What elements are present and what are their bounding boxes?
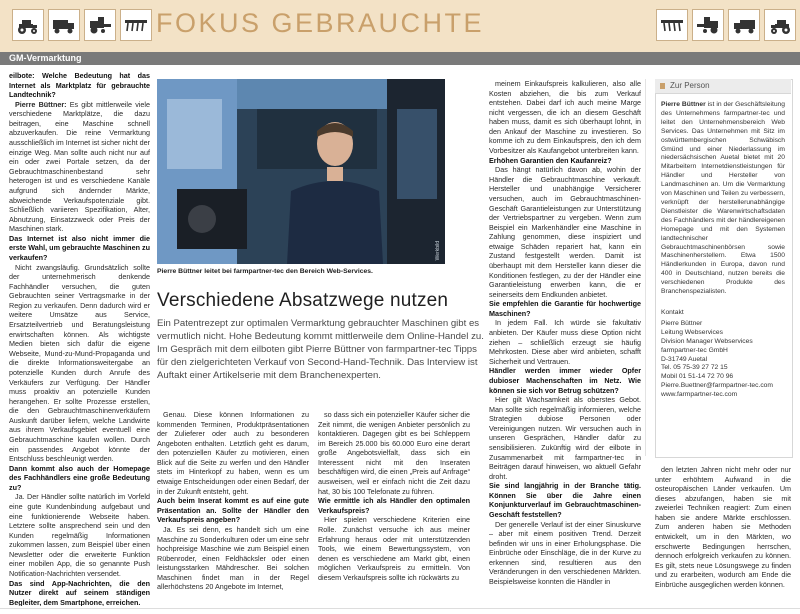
portrait-photo xyxy=(157,79,445,264)
photo-caption: Pierre Büttner leitet bei farmpartner-tec den Bereich Web-Services. xyxy=(157,268,373,275)
paragraph: Genau. Diese können Informationen zu kommenden Terminen, Produktpräsentationen der Zulieferer oder auch zu besonderen Angeboten enthalten. Letztlich geht es darum, den potenziellen Käufer zu motivieren, einen Blick auf die Seite zu werfen und den Händler stets im Hinterkopf zu haben, wenn es um etwaige Entscheidungen oder einen Bedarf, der in der Zukunft entsteht, geht. xyxy=(157,410,309,496)
combine-harvester-icon xyxy=(84,9,116,41)
contact-line: farmpartner-tec GmbH xyxy=(661,346,728,354)
section-label: GM-Vermarktung xyxy=(9,53,82,63)
paragraph: Hier gilt Wachsamkeit als oberstes Gebot. Man sollte sich regelmäßig informieren, welche Strategien dubiose Personen oder Vereinigungen nutzen. Wir versuchen auch in unseren Gesprächen, Händler dafür zu sensibilisieren. Zukünftig wird der eilbote in Zusammenarbeit mit farmpartner-tec in Beiträgen darauf hinweisen, wo aktuell Gefahr droht. xyxy=(489,395,641,481)
contact-block xyxy=(661,309,785,400)
column-divider xyxy=(645,79,646,456)
interview-question: Das Internet ist also nicht immer die erste Wahl, um gebrauchte Maschinen zu verkaufen? xyxy=(9,233,150,262)
sidebar-marker xyxy=(660,83,665,89)
contact-line: Pierre.Buettner@farmpartner-tec.com xyxy=(661,382,773,390)
paragraph: Ja. Es sei denn, es handelt sich um eine Maschine zu Sonderkulturen oder um eine sehr hochpreisige Maschine wie zum Beispiel einen Rübenroder, einen Feldhäcksler oder einen leistungsstarken Mähdrescher. Bei solchen Maschinen findet man in der Regel allerhöchstens 20 Angebote im Internet, xyxy=(157,524,309,592)
paragraph: meinem Einkaufspreis kalkulieren, also alle Kosten abziehen, die bis zum Verkauf entstehen. Dabei darf ich auch meine Marge nicht vergessen, die ich an diesem Geschäft haben muss, damit es sich überhaupt lohnt, in den Ankauf der Maschine zu investieren. So komme ich zu dem Einkaufspreis, den ich dem Vorbesitzer als Kaufangebot unterbreiten kann. xyxy=(489,79,641,156)
interview-question: Auch beim Inserat kommt es auf eine gute Präsentation an. Sollte der Händler den Verkaufspreis angeben? xyxy=(157,496,309,525)
article-column-1 xyxy=(9,71,150,606)
sidebar-bio xyxy=(661,101,785,297)
contact-line: Pierre Büttner xyxy=(661,319,703,327)
contact-line: Leitung Webservices xyxy=(661,328,723,336)
contact-line: www.farmpartner-tec.com xyxy=(661,391,738,399)
interview-question: Händler werden immer wieder Opfer dubioser Machenschaften im Netz. Wie können sie sich vor Betrug schützen? xyxy=(489,366,641,395)
paragraph: so dass sich ein potenzieller Käufer sicher die Zeit nimmt, die wenigen Anbieter persönlich zu kontaktieren. Dagegen gibt es bei Schleppern im Bereich 25.000 bis 60.000 Euro eine derart große Angebotsvielfalt, dass sich ein Interessent nicht mit den Inseraten beschäftigen wird, die einen „Preis auf Anfrage“ ausweisen, weil er einfach nicht die Zeit dazu hat, 30 bis 100 Telefonate zu führen. xyxy=(318,410,470,496)
interview-question: Das sind App-Nachrichten, die den Nutzer direkt auf seinem ständigen Begleiter, dem Smartphone, erreichen. xyxy=(9,578,150,606)
interview-answer xyxy=(9,100,150,234)
truck-icon xyxy=(48,9,80,41)
article-column-4 xyxy=(489,79,641,609)
speaker-name: Pierre Büttner: xyxy=(15,99,67,109)
paragraph: In jedem Fall. Ich würde sie fakultativ anbieten. Der Käufer muss diese Option nicht ziehen – schließlich erzeugt sie häufig Mehrkosten. Diese aber wird anbieten, schafft Sicherheit und Vertrauen. xyxy=(489,318,641,366)
article-column-5 xyxy=(655,465,791,610)
cultivator-icon xyxy=(120,9,152,41)
contact-line: Mobil 01 51-14 72 70 96 xyxy=(661,373,734,381)
paragraph: Der generelle Verlauf ist der einer Sinuskurve – aber mit einem positiven Trend. Derzeit befinden wir uns in einer Erholungsphase. Die Einbrüche oder Einschläge, die in der Kurve zu erkennen sind, resultieren aus den Veränderungen in den verschiedenen Märkten. Beispielsweise konnten die Händler in xyxy=(489,519,641,587)
contact-line: D-31749 Auetal xyxy=(661,355,708,363)
paragraph: Das hängt natürlich davon ab, wohin der Händler die Gebrauchtmaschine verkauft. Hersteller und unabhängige Versicherer versuchen, auch im Gebrauchtmaschinen-Geschäft Garantieleistungen zur Unterstützung der Vertriebspartner zu vergeben. Wenn zum Beispiel ein Markenhändler eine Maschine in Zahlung genommen, diese inspiziert und etwaige Schäden repariert hat, kann ein Zustand festgestellt werden. Damit ist überhaupt mit dem Hersteller kann dieser die Konditionen festlegen, zu der der Händler eine Garantieleistung erwerben kann, die er seinerseits dem Endkunden anbietet. xyxy=(489,165,641,299)
combine-harvester-icon xyxy=(692,9,724,41)
paragraph: Nicht zwangsläufig. Grundsätzlich sollte der unternehmerisch denkende Fachhändler versuchen, die guten Gebrauchten seiner Vertragsmarke in der Region zu verkaufen. Denn dadurch wird er weitere Umsätze aus Service, Ersatzteilvertrieb und Beratungsleistung erwirtschaften können. Als wichtigste Medien bieten sich dafür die eigene Webseite, Mund-zu-Mund-Propaganda und die direkte Informationsweitergabe an potenzielle Kunden durch Anrufe des Verkäufers zur Verfügung. Der Händler muss proaktiv an potenzielle Kunden herangehen. Er sollte Prozesse erstellen, die den Gebrauchtmaschinenverkäufern Auskunft darüber liefern, welche Landwirte aus ihrem Verkaufsgebiet eventuell eine Gebrauchtmaschine kaufen wollen. Durch ein passendes Angebot könnte der Entschluss beschleunigt werden. xyxy=(9,262,150,464)
article-headline: Verschiedene Absatzwege nutzen xyxy=(157,290,449,311)
section-bar xyxy=(0,52,800,65)
interview-question: Sie sind langjährig in der Branche tätig. Können Sie über die Jahre einen Konjunkturverlauf im Gebrauchtmaschinen-Geschäft feststellen? xyxy=(489,481,641,520)
article-lead: Ein Patentrezept zur optimalen Vermarktung gebrauchter Maschinen gibt es vermutlich nicht. Hohe Bedeutung kommt mittlerweile dem Online-Handel zu. Im Gespräch mit dem eilboten gibt Pierre Büttner von farmpartner-tec Tipps für den zielgerichteten Verkauf von Second-Hand-Technik. Das Interview ist Auftakt einer Artikelserie mit dem Branchenexperten. xyxy=(157,318,484,381)
tractor-icon xyxy=(12,9,44,41)
contact-line: Tel. 05 75-39 27 72 15 xyxy=(661,364,728,372)
answer-text: Es gibt mittlerweile viele verschiedene Marktplätze, die dazu beitragen, eine Maschine schnell abzuverkaufen. Die reine Vermarktung ausschließlich im Internet ist sicher nicht der einzige Weg. Man sollte auch nicht nur auf ein oder zwei Portale setzen, da der Gebrauchtmaschinenbestand sehr heterogen ist und es verschiedene Kanäle aufgrund sich ändernder Märkte, abweichende Verkaufspotenziale gibt. Schließlich variieren Spezifikation, Alter, Abnutzung, Einsatzzweck oder Preis der Maschinen stark. xyxy=(9,99,150,234)
interview-question: eilbote: Welche Bedeutung hat das Internet als Marktplatz für gebrauchte Landtechnik? xyxy=(9,71,150,100)
paragraph: Hier spielen verschiedene Kriterien eine Rolle. Zunächst versuche ich aus meiner Erfahrung heraus oder mit unterstützenden Tools, wie einem Bewertungssystem, von denen es verschiedene am Markt gibt, einen möglichen Verkaufspreis zu ermitteln. Von diesem Verkaufspreis sollte ich rückwärts zu xyxy=(318,515,470,582)
interview-question: Dann kommt also auch der Homepage des Fachhändlers eine große Bedeutung zu? xyxy=(9,463,150,492)
page-title: FOKUS GEBRAUCHTE xyxy=(156,8,485,38)
truck-icon xyxy=(728,9,760,41)
cultivator-icon xyxy=(656,9,688,41)
article-column-2 xyxy=(157,410,309,610)
sidebar-title: Zur Person xyxy=(670,81,710,90)
article-column-3 xyxy=(318,410,470,610)
photo-credit: Werkbild xyxy=(435,240,441,260)
bottom-rule xyxy=(0,608,800,609)
photo-illustration xyxy=(157,79,445,264)
interview-question: Erhöhen Garantien den Kaufanreiz? xyxy=(489,155,612,165)
tractor-icon xyxy=(764,9,796,41)
bio-name: Pierre Büttner xyxy=(661,101,706,108)
contact-line: Division Manager Webservices xyxy=(661,337,753,345)
paragraph: Ja. Der Händler sollte natürlich im Vorfeld eine gute Kundenbindung aufgebaut und eine funktionierende Webseite haben. Letztere sollte ansprechend sein und den Kunden regelmäßig Informationen zukommen lassen, zum Beispiel über einen Newsletter oder die erweiterte Funktion einer mobilen App, die so genannte Push Notification-Nachrichten versendet. xyxy=(9,492,150,579)
interview-question: Wie ermittle ich als Händler den optimalen Verkaufspreis? xyxy=(318,496,470,515)
contact-line: Kontakt xyxy=(661,309,684,316)
bio-text: ist in der Geschäftsleitung des Unternehmens farmpartner-tec und leitet den Unternehmensbereich Web Services. Das Unternehmen mit Sitz im ostwürttembergischen Schwäbisch Gmünd und einer Niederlassung im niedersächsischen Auetal bietet mit 20 Mitarbeitern Internetdienstleistungen für Händler und Hersteller von Landmaschinen an. Um die Vermarktung von Maschinen und Teilen zu verbessern, verknüpft der herstellerunabhängige Dienstleister die Warenwirtschaftsdaten des Fachhändlers mit der händlereigenen Homepage und mit den Systemen landtechnischer Gebrauchtmaschinenbörsen sowie Maschinenherstellern. Etwa 1500 Händlerkunden in Europa, davon rund 400 in Deutschland, nutzen bereits die verschiedenen Produkte des Branchenspezialisten. xyxy=(661,101,785,296)
interview-question: Sie empfehlen die Garantie für hochwertige Maschinen? xyxy=(489,299,641,318)
paragraph: den letzten Jahren nicht mehr oder nur unter erhöhtem Aufwand in die osteuropäischen Länder verkaufen. Um dieses abzufangen, haben sie mit zweierlei Techniken reagiert: Zum einen haben sie andere Märkte erschlossen. Zum anderen haben sie Methoden entwickelt, um in den Märkten, wo erschwerte Bedingungen herrschen, dennoch erfolgreich verkaufen zu können. Es gilt, stets neue Lösungswege zu finden und zu erarbeiten, wodurch am Ende die Einbrüche ausgeglichen werden können. xyxy=(655,465,791,589)
